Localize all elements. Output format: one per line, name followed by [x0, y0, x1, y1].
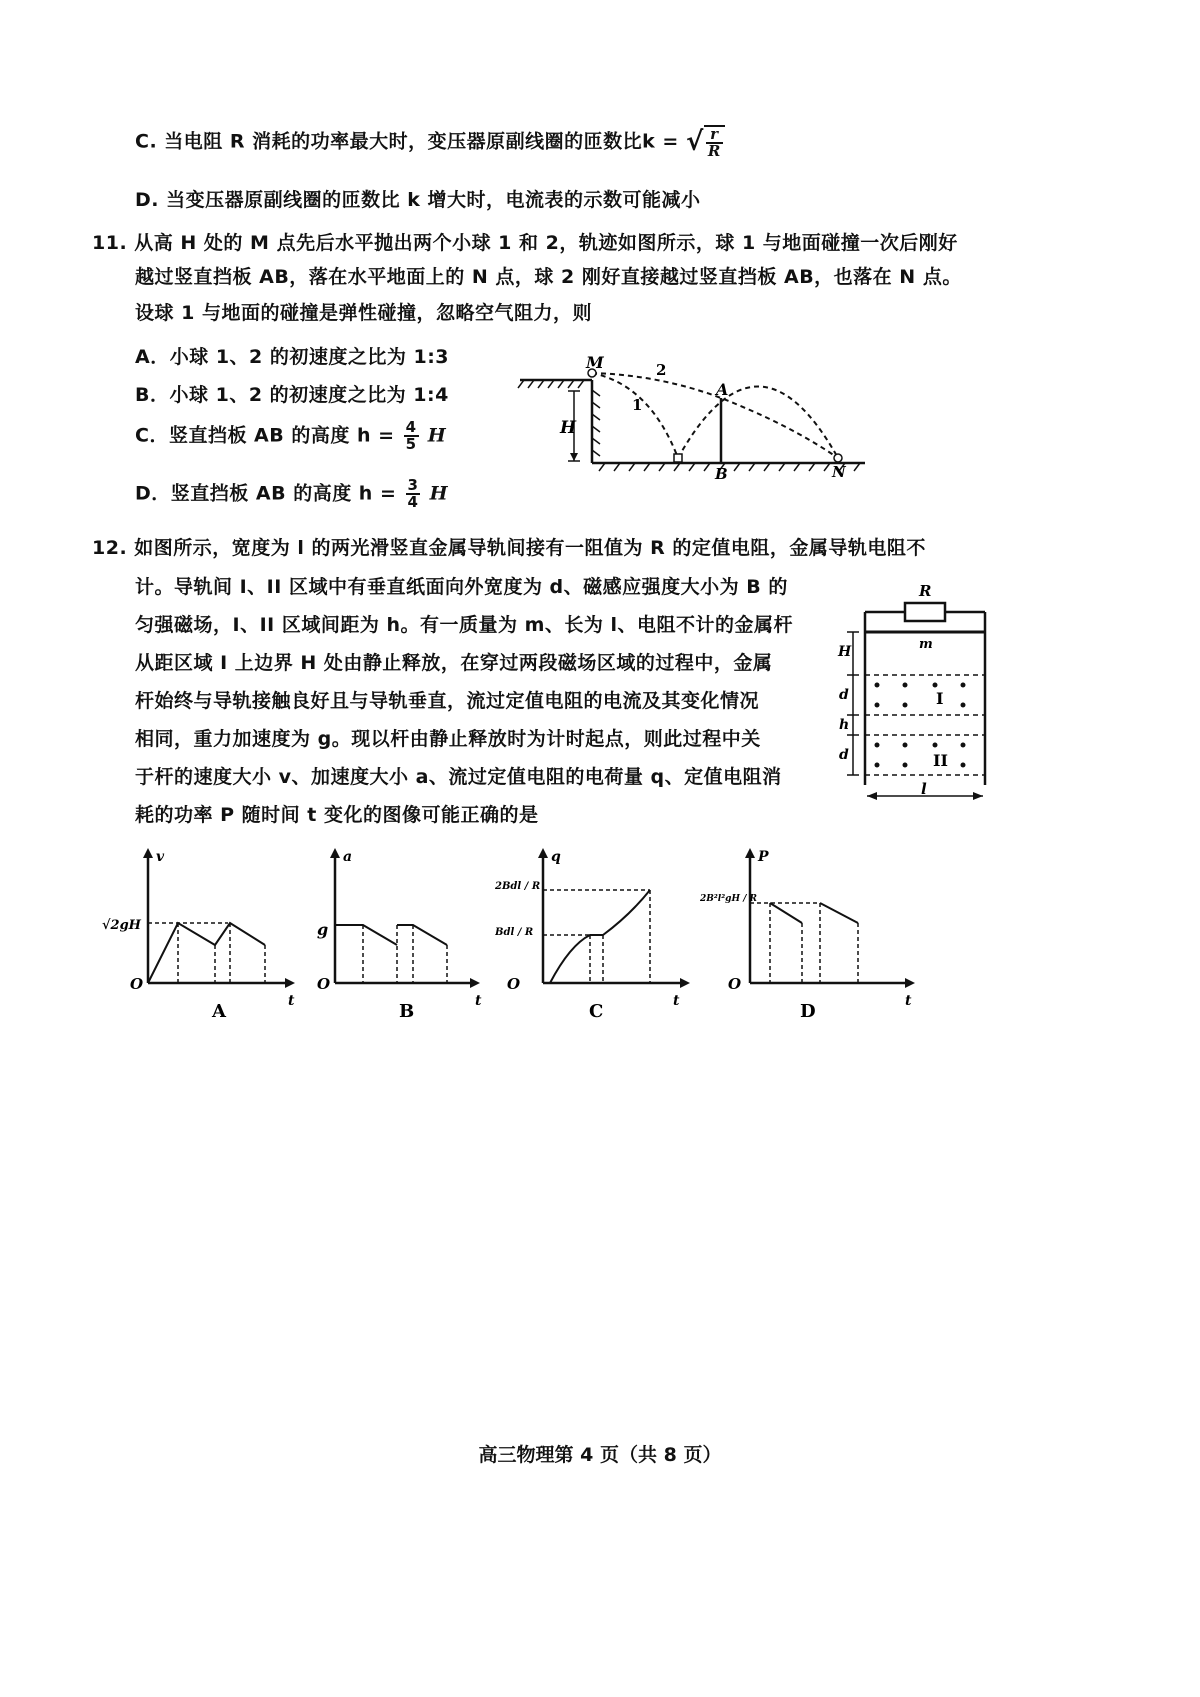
graph-label: B — [399, 1001, 415, 1022]
question-number: 11. — [92, 232, 128, 254]
resistor — [905, 603, 945, 621]
graph-b — [305, 845, 495, 1030]
q11-stem-line-3: 设球 1 与地面的碰撞是弹性碰撞，忽略空气阻力，则 — [135, 302, 592, 324]
x-axis-label: t — [673, 993, 680, 1009]
trajectory-ball-2 — [592, 373, 838, 458]
q11-stem-line-1 — [92, 228, 958, 255]
q11-stem-text-1: 从高 H 处的 M 点先后水平抛出两个小球 1 和 2，轨迹如图所示，球 1 与地面碰撞一次后刚好 — [134, 232, 958, 254]
sqrt-symbol: √ — [685, 127, 704, 157]
q10-option-c-fraction — [706, 127, 723, 159]
label-m: m — [919, 637, 933, 652]
fraction-denominator: 4 — [407, 493, 419, 511]
x-axis-label: t — [288, 993, 295, 1009]
q11-option-c-text: C．竖直挡板 AB 的高度 h = — [135, 424, 395, 447]
label-r: R — [919, 582, 932, 600]
q10-option-c-label: C. — [135, 130, 158, 153]
q11-option-c-suffix: H — [427, 424, 447, 447]
label-d-2: d — [839, 747, 849, 763]
origin-label: O — [728, 975, 742, 993]
q12-rail-figure — [835, 580, 1035, 812]
bounce-point — [674, 454, 682, 462]
q12-stem-line-2: 计。导轨间 I、II 区域中有垂直纸面向外宽度为 d、磁感应强度大小为 B 的 — [135, 576, 788, 598]
label-height: H — [838, 644, 852, 660]
y-tick-label: 2B²l²gH / R — [700, 894, 758, 904]
q11-option-c — [135, 420, 446, 452]
q12-stem-line-3: 匀强磁场，I、II 区域间距为 h。有一质量为 m、长为 l、电阻不计的金属杆 — [135, 614, 794, 636]
q11-option-d-fraction — [406, 478, 421, 510]
y-tick-label: g — [317, 920, 329, 939]
fraction-denominator: 5 — [405, 435, 417, 453]
q11-option-d-text: D．竖直挡板 AB 的高度 h = — [135, 482, 397, 505]
x-axis-label: t — [475, 993, 482, 1009]
p-t-curve-1 — [770, 903, 802, 923]
q12-stem-line-8: 耗的功率 P 随时间 t 变化的图像可能正确的是 — [135, 804, 539, 826]
q11-option-c-fraction — [404, 420, 419, 452]
label-width: l — [921, 780, 927, 798]
y-tick-top-label: 2Bdl / R — [495, 881, 541, 892]
origin-label: O — [507, 975, 521, 993]
x-axis-label: t — [905, 993, 912, 1009]
p-t-curve-2 — [820, 903, 858, 923]
question-number: 12. — [92, 537, 128, 559]
q12-stem-line-4: 从距区域 I 上边界 H 处由静止释放，在穿过两段磁场区域的过程中，金属 — [135, 652, 773, 674]
y-axis-label: q — [551, 849, 561, 865]
graph-label: A — [212, 1001, 226, 1022]
fraction-numerator: 4 — [405, 418, 417, 436]
graph-d — [700, 845, 930, 1030]
q12-stem-line-1 — [92, 533, 926, 560]
magnetic-field-dots-region-2 — [875, 743, 966, 768]
label-ball-1: 1 — [632, 396, 643, 414]
height-label: H — [560, 418, 577, 438]
trajectory-ball-1-second — [678, 387, 838, 459]
label-a: A — [716, 380, 729, 399]
graph-label: D — [800, 1001, 816, 1022]
q10-option-d — [135, 185, 701, 212]
label-ball-2: 2 — [656, 361, 667, 379]
v-t-curve — [148, 923, 265, 983]
label-region-1: I — [936, 689, 944, 708]
q12-stem-line-5: 杆始终与导轨接触良好且与导轨垂直，流过定值电阻的电流及其变化情况 — [135, 690, 760, 712]
y-tick-label: √2gH — [102, 918, 141, 933]
sqrt-content — [704, 125, 725, 159]
q10-option-d-label: D. — [135, 189, 159, 211]
y-tick-mid-label: Bdl / R — [495, 927, 534, 938]
q11-stem-line-2: 越过竖直挡板 AB，落在水平地面上的 N 点，球 2 刚好直接越过竖直挡板 AB，也落在 N 点。 — [135, 266, 962, 288]
point-n — [834, 454, 842, 462]
label-region-2: II — [933, 751, 948, 770]
q11-projectile-figure — [510, 355, 880, 480]
q12-stem-line-6: 相同，重力加速度为 g。现以杆由静止释放时为计时起点，则此过程中关 — [135, 728, 761, 750]
q-t-curve — [550, 890, 650, 983]
q11-option-a: A．小球 1、2 的初速度之比为 1:3 — [135, 346, 450, 368]
a-t-curve-2 — [397, 925, 447, 945]
trajectory-ball-1-first — [592, 373, 678, 458]
q10-option-c — [135, 125, 725, 159]
label-m: M — [586, 355, 604, 372]
q11-option-b: B．小球 1、2 的初速度之比为 1:4 — [135, 384, 449, 406]
y-axis-label: P — [758, 849, 769, 865]
q11-option-d-suffix: H — [429, 482, 449, 505]
graph-c — [495, 845, 705, 1030]
a-t-curve-1 — [335, 925, 397, 945]
origin-label: O — [317, 975, 331, 993]
fraction-denominator: R — [707, 142, 721, 160]
label-h: h — [839, 717, 850, 733]
origin-label: O — [130, 975, 144, 993]
magnetic-field-dots-region-1 — [875, 683, 966, 708]
fraction-numerator: r — [706, 127, 723, 144]
q12-stem-line-7: 于杆的速度大小 v、加速度大小 a、流过定值电阻的电荷量 q、定值电阻消 — [135, 766, 782, 788]
q12-stem-text-1: 如图所示，宽度为 l 的两光滑竖直金属导轨间接有一阻值为 R 的定值电阻，金属导轨电阻不 — [134, 537, 926, 559]
label-b: B — [715, 465, 728, 480]
label-d-1: d — [839, 687, 849, 703]
q10-option-c-text: 当电阻 R 消耗的功率最大时，变压器原副线圈的匝数比k = — [164, 130, 679, 153]
label-n: N — [832, 463, 846, 480]
graph-a — [100, 845, 310, 1030]
graph-label: C — [589, 1001, 604, 1022]
fraction-numerator: 3 — [407, 476, 419, 494]
q10-option-d-text: 当变压器原副线圈的匝数比 k 增大时，电流表的示数可能减小 — [166, 189, 701, 211]
y-axis-label: a — [343, 849, 353, 865]
q11-option-d — [135, 478, 448, 510]
page-footer: 高三物理第 4 页（共 8 页） — [478, 1444, 722, 1466]
y-axis-label: v — [156, 849, 165, 865]
